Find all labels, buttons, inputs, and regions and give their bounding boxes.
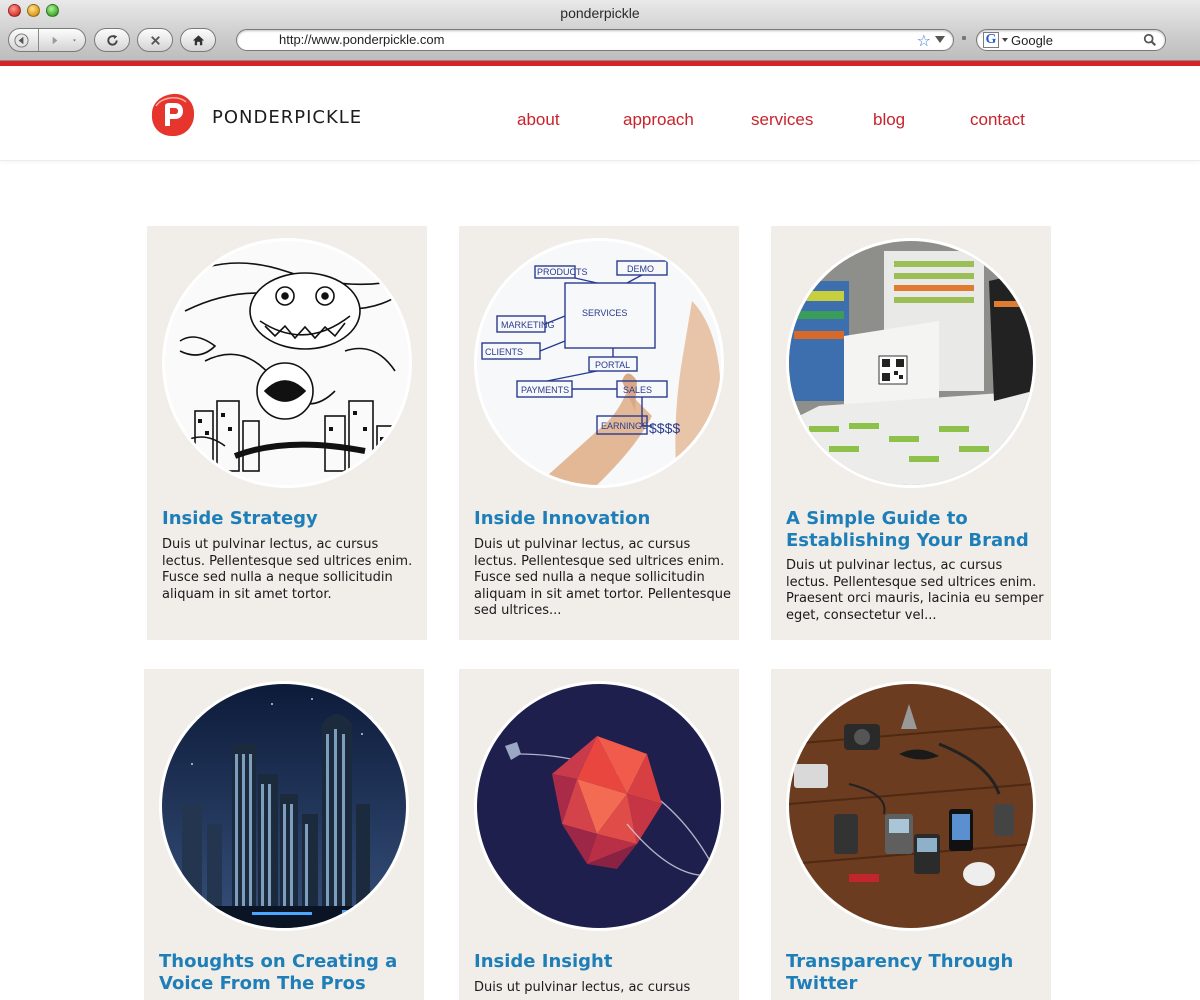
stop-button[interactable] <box>137 28 173 52</box>
divider <box>38 29 39 51</box>
bookmark-star-icon[interactable]: ☆ <box>916 31 931 50</box>
post-card[interactable] <box>459 669 739 1000</box>
back-forward-group <box>8 28 86 52</box>
post-card[interactable] <box>459 226 739 640</box>
svg-text:MARKETING: MARKETING <box>501 320 555 330</box>
reload-button[interactable] <box>94 28 130 52</box>
nav-contact[interactable]: contact <box>970 110 1025 129</box>
search-field[interactable] <box>976 29 1166 51</box>
search-icon[interactable] <box>1143 33 1157 47</box>
post-image[interactable] <box>474 681 724 931</box>
window-title: ponderpickle <box>560 5 640 21</box>
home-icon <box>191 33 206 48</box>
post-image[interactable] <box>474 238 724 488</box>
post-excerpt: Duis ut pulvinar lectus, ac cursus lectus. Pellentesque sed ultrices enim. Fusce sed nulla a neque sollicitudin aliquam in sit amet tortor. Pellentesque sed ultrices... <box>474 537 731 618</box>
search-engine-dropdown-icon[interactable] <box>1002 38 1008 42</box>
city-skyline <box>162 684 406 928</box>
toolbar-divider <box>962 36 966 40</box>
svg-text:DEMO: DEMO <box>627 264 654 274</box>
post-card[interactable] <box>771 226 1051 640</box>
search-engine-icon[interactable]: G <box>983 32 999 48</box>
browser-toolbar <box>0 0 1200 61</box>
post-excerpt: Duis ut pulvinar lectus, ac cursus <box>474 980 691 995</box>
post-image[interactable] <box>786 681 1036 931</box>
back-icon[interactable] <box>14 33 29 48</box>
post-title[interactable]: Inside Innovation <box>474 508 651 529</box>
svg-text:EARNINGS: EARNINGS <box>601 421 649 431</box>
post-excerpt: Duis ut pulvinar lectus, ac cursus lectus. Pellentesque sed ultrices enim. Fusce sed nulla a neque sollicitudin aliquam in sit amet tortor. <box>162 537 413 602</box>
svg-text:SERVICES: SERVICES <box>582 308 628 318</box>
url-dropdown-icon[interactable] <box>935 36 945 43</box>
svg-text:CLIENTS: CLIENTS <box>485 347 524 357</box>
svg-text:$$$$: $$$$ <box>649 420 681 436</box>
search-placeholder[interactable]: Google <box>1011 33 1053 48</box>
doodle-illustration <box>165 241 409 485</box>
gadgets-on-table <box>789 684 1033 928</box>
business-cards <box>789 241 1033 485</box>
low-poly-planet <box>477 684 721 928</box>
nav-about[interactable]: about <box>517 110 560 129</box>
nav-services[interactable]: services <box>751 110 814 129</box>
forward-icon[interactable] <box>48 33 63 48</box>
address-bar[interactable] <box>236 29 954 51</box>
site-header <box>0 66 1200 161</box>
svg-text:PORTAL: PORTAL <box>595 360 631 370</box>
url-text[interactable]: http://www.ponderpickle.com <box>279 32 445 47</box>
svg-text:PAYMENTS: PAYMENTS <box>521 385 570 395</box>
post-title[interactable]: A Simple Guide to Establishing Your Brand <box>786 508 1029 551</box>
post-image[interactable] <box>786 238 1036 488</box>
post-title[interactable]: Transparency Through Twitter <box>786 951 1014 994</box>
home-button[interactable] <box>180 28 216 52</box>
nav-blog[interactable]: blog <box>873 110 906 129</box>
nav-approach[interactable]: approach <box>623 110 694 129</box>
main-nav <box>0 110 1200 134</box>
reload-icon <box>105 33 120 48</box>
post-image[interactable] <box>159 681 409 931</box>
history-dropdown-icon[interactable] <box>72 33 80 48</box>
post-excerpt: Duis ut pulvinar lectus, ac cursus lectus. Pellentesque sed ultrices enim. Praesent orci mauris, lacinia eu semper eget, consectetur vel... <box>786 558 1044 623</box>
whiteboard-diagram <box>477 241 721 485</box>
post-title[interactable]: Inside Insight <box>474 951 613 972</box>
logo-text: ponderpickle <box>212 100 363 130</box>
svg-text:SALES: SALES <box>623 385 653 395</box>
stop-icon <box>148 33 163 48</box>
post-title[interactable]: Inside Strategy <box>162 508 318 529</box>
post-card[interactable] <box>144 669 424 1000</box>
post-card[interactable] <box>771 669 1051 1000</box>
svg-text:PRODUCTS: PRODUCTS <box>537 267 588 277</box>
post-card[interactable] <box>147 226 427 640</box>
post-title[interactable]: Thoughts on Creating a Voice From The Pros <box>159 951 398 994</box>
post-image[interactable] <box>162 238 412 488</box>
